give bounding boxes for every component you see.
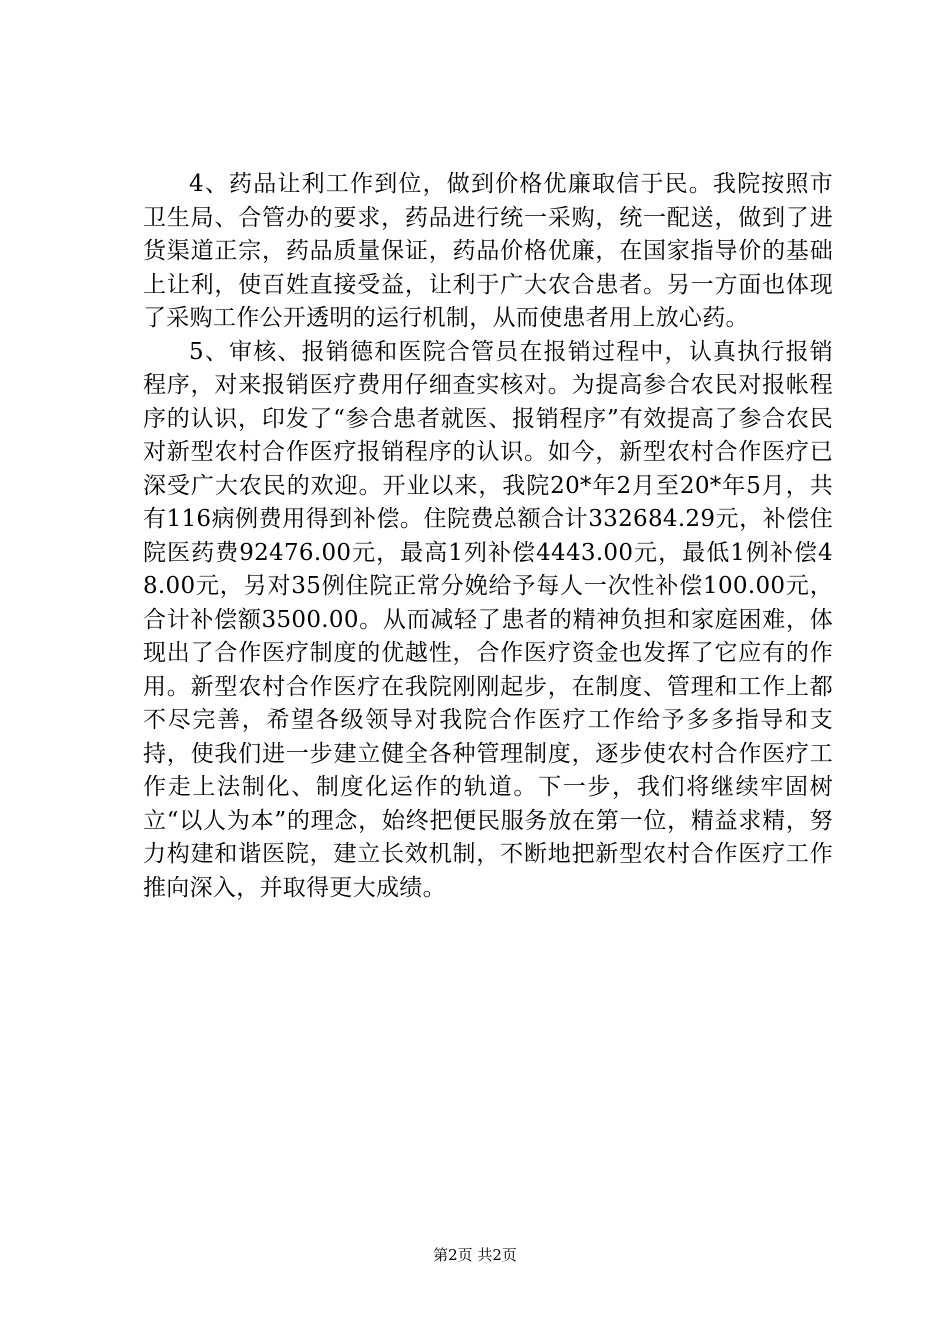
page-footer: 第2页 共2页 [433, 1246, 517, 1264]
document-body [143, 168, 833, 905]
paragraph-reimbursement: 5、审核、报销德和医院合管员在报销过程中，认真执行报销程序，对来报销医疗费用仔细查实核对。为提高参合农民对报帐程序的认识，印发了“参合患者就医、报销程序”有效提高了参合农民对新型农村合作医疗报销程序的认识。如今，新型农村合作医疗已深受广大农民的欢迎。开业以来，我院20*年2月至20*年5月，共有116病例费用得到补偿。住院费总额合计332684.29元，补偿住院医药费92476.00元，最高1列补偿4443.00元，最低1例补偿48.00元，另对35例住院正常分娩给予每人一次性补偿100.00元，合计补偿额3500.00。从而减轻了患者的精神负担和家庭困难，体现出了合作医疗制度的优越性，合作医疗资金也发挥了它应有的作用。新型农村合作医疗在我院刚刚起步，在制度、管理和工作上都不尽完善，希望各级领导对我院合作医疗工作给予多多指导和支持，使我们进一步建立健全各种管理制度，逐步使农村合作医疗工作走上法制化、制度化运作的轨道。下一步，我们将继续牢固树立“以人为本”的理念，始终把便民服务放在第一位，精益求精，努力构建和谐医院，建立长效机制，不断地把新型农村合作医疗工作推向深入，并取得更大成绩。 [143, 338, 833, 901]
paragraph-drug-pricing: 4、药品让利工作到位，做到价格优廉取信于民。我院按照市卫生局、合管办的要求，药品进行统一采购，统一配送，做到了进货渠道正宗，药品质量保证，药品价格优廉，在国家指导价的基础上让利，使百姓直接受益，让利于广大农合患者。另一方面也体现了采购工作公开透明的运行机制，从而使患者用上放心药。 [143, 171, 833, 331]
